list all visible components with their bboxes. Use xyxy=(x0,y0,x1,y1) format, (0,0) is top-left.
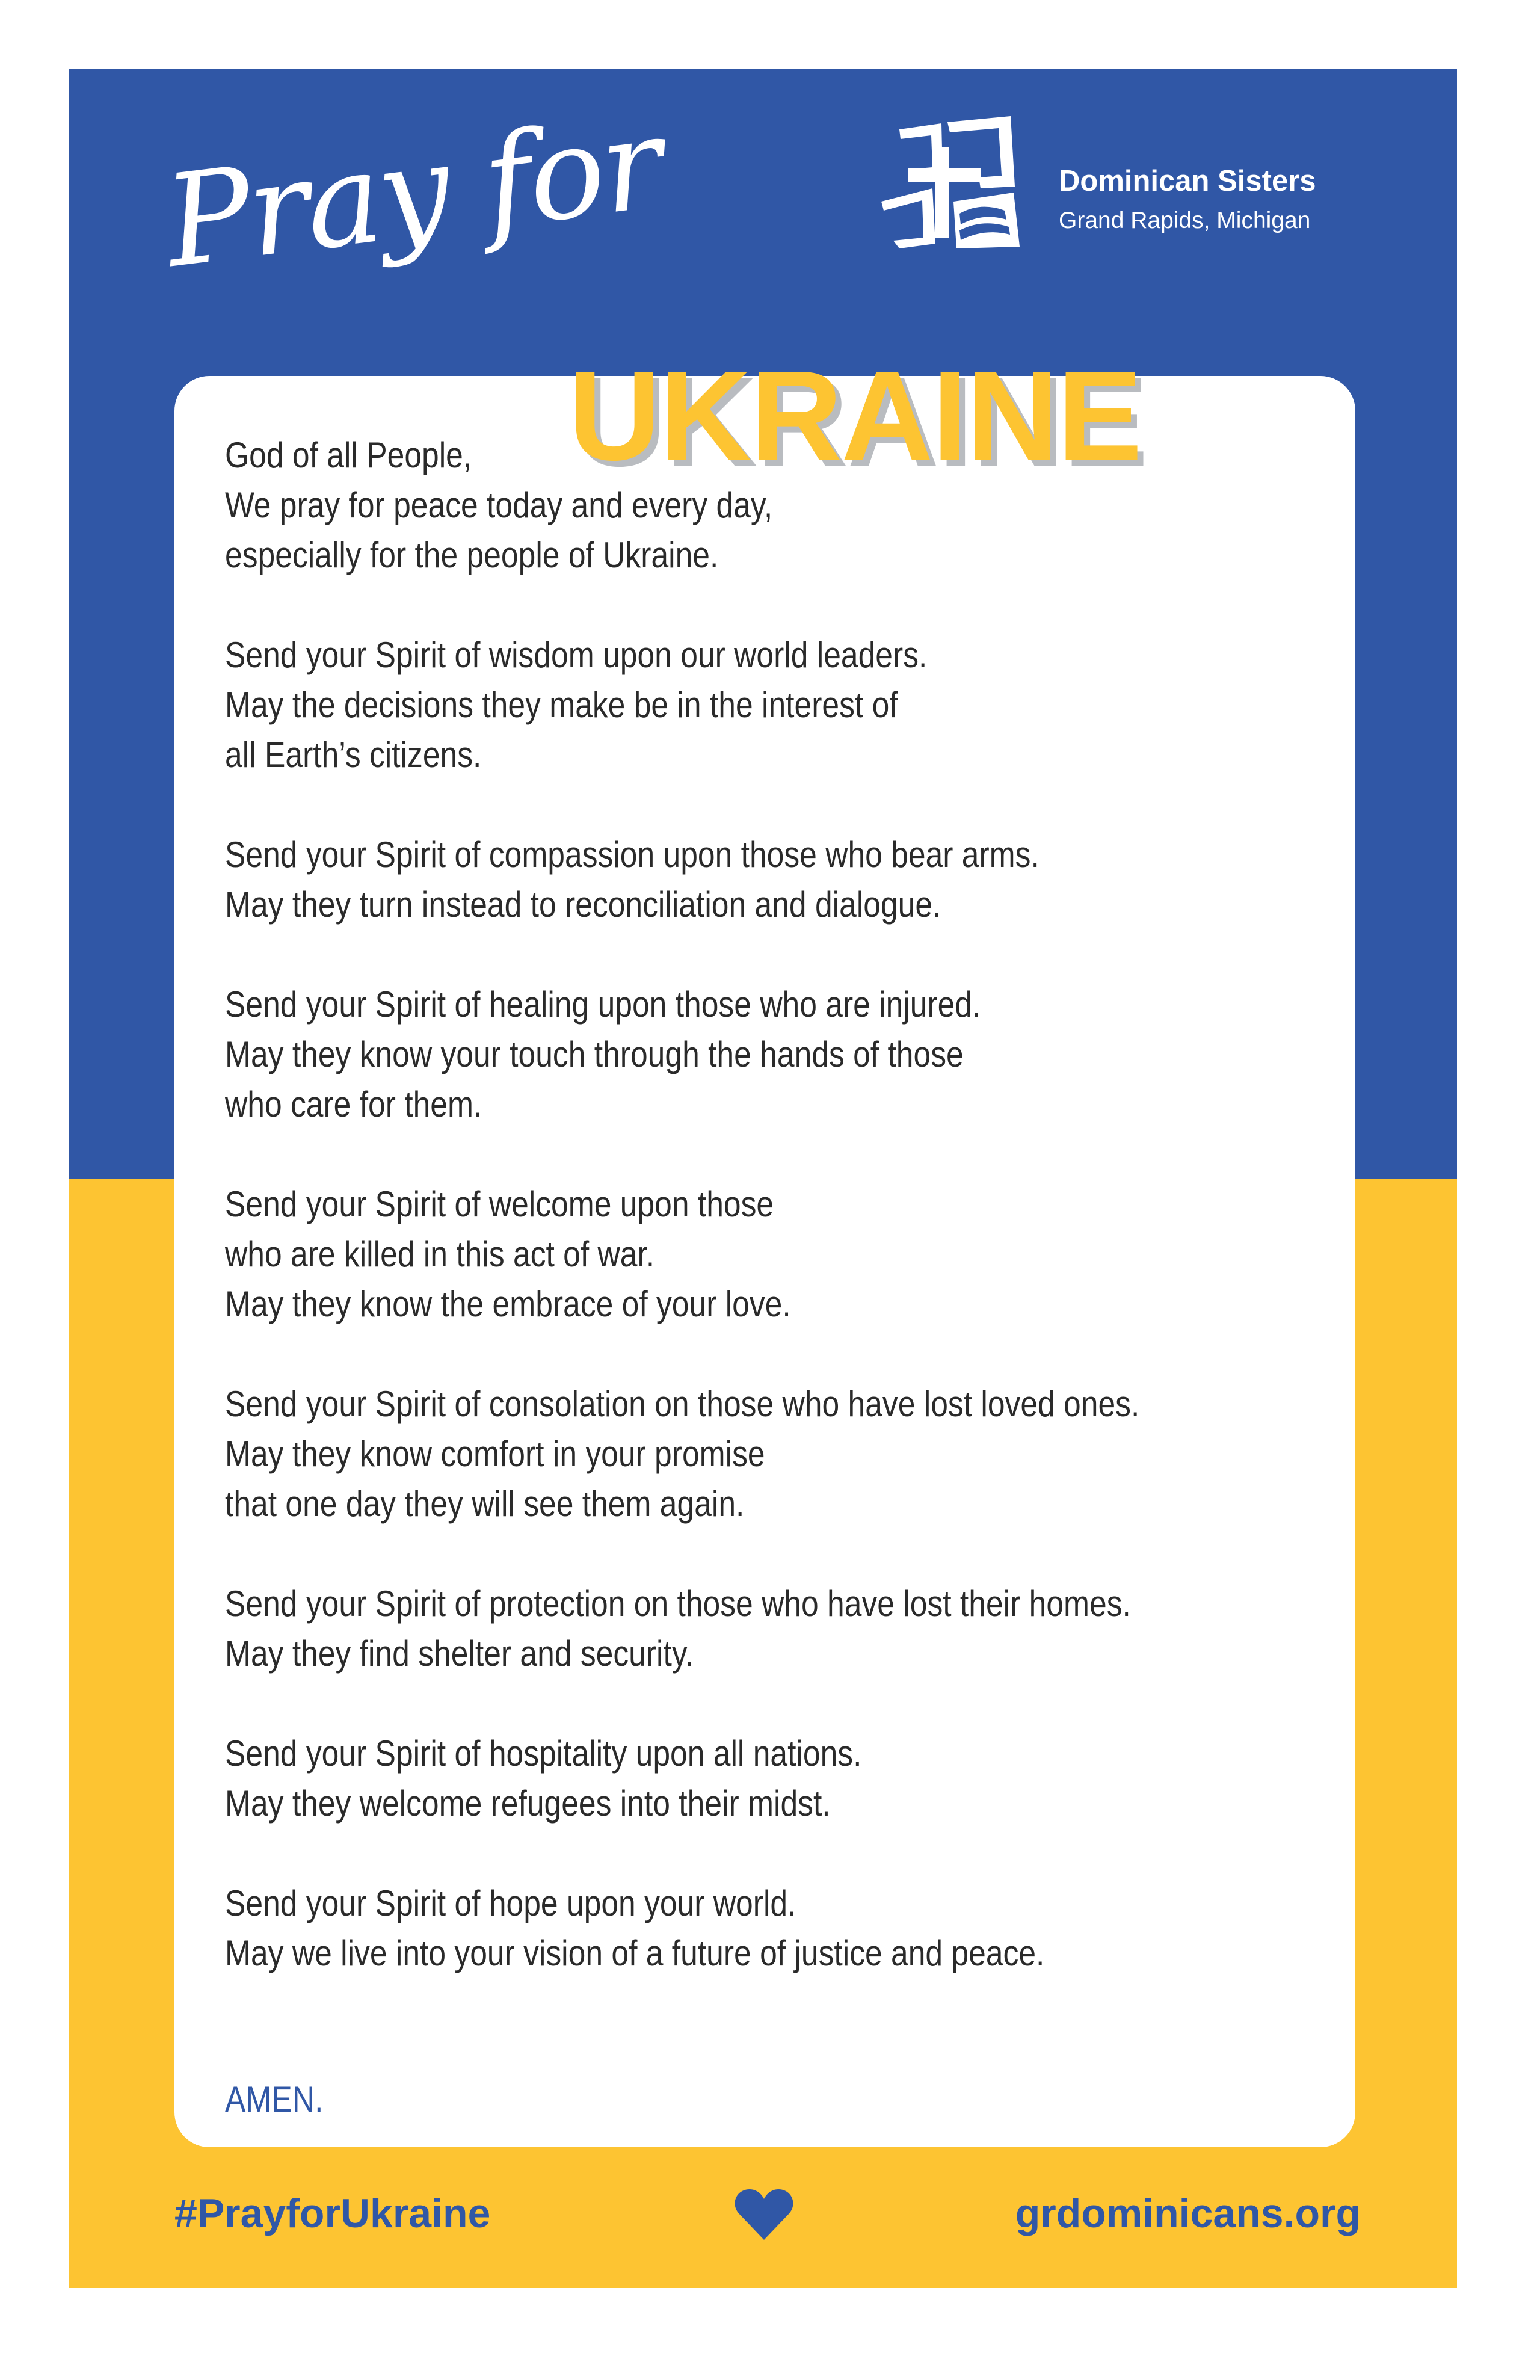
prayer-line: May we live into your vision of a future of justice and peace. xyxy=(225,1933,1045,1973)
prayer-line: Send your Spirit of healing upon those who are injured. xyxy=(225,984,981,1025)
prayer-line: Send your Spirit of consolation on those who have lost loved ones. xyxy=(225,1384,1140,1424)
prayer-line: all Earth’s citizens. xyxy=(225,735,482,775)
prayer-stanza xyxy=(225,1878,1326,1978)
prayer-stanza xyxy=(225,1179,1326,1329)
organization-name: Dominican Sisters xyxy=(1059,165,1316,197)
prayer-amen: AMEN. xyxy=(225,2079,324,2119)
prayer-line: May they know the embrace of your love. xyxy=(225,1284,791,1324)
prayer-line: Send your Spirit of hope upon your world. xyxy=(225,1883,796,1923)
prayer-line: May they know your touch through the hands of those xyxy=(225,1034,964,1074)
title-ukraine: UKRAINE xyxy=(568,344,1141,487)
prayer-line: who are killed in this act of war. xyxy=(225,1234,655,1274)
organization-location: Grand Rapids, Michigan xyxy=(1059,208,1311,233)
organization-logo xyxy=(875,111,1375,250)
prayer-line: May they find shelter and security. xyxy=(225,1633,694,1674)
footer-hashtag: #PrayforUkraine xyxy=(174,2190,491,2236)
prayer-stanza xyxy=(225,979,1326,1129)
prayer-line: Send your Spirit of welcome upon those xyxy=(225,1184,774,1224)
prayer-stanza xyxy=(225,1579,1326,1679)
prayer-line: We pray for peace today and every day, xyxy=(225,485,773,525)
prayer-stanza xyxy=(225,630,1326,780)
prayer-line: especially for the people of Ukraine. xyxy=(225,535,719,575)
prayer-line: Send your Spirit of protection on those who have lost their homes. xyxy=(225,1583,1131,1624)
prayer-stanza xyxy=(225,1379,1326,1529)
prayer-line: May the decisions they make be in the interest of xyxy=(225,685,898,725)
prayer-line: Send your Spirit of compassion upon those who bear arms. xyxy=(225,834,1040,875)
prayer-stanza xyxy=(225,430,1326,580)
prayer-line: Send your Spirit of hospitality upon all nations. xyxy=(225,1733,862,1774)
dominican-cross-logo-icon xyxy=(875,111,1026,250)
prayer-line: May they know comfort in your promise xyxy=(225,1434,765,1474)
prayer-stanza xyxy=(225,1728,1326,1828)
prayer-text xyxy=(225,430,1326,2028)
poster xyxy=(69,69,1457,2288)
prayer-line: who care for them. xyxy=(225,1084,482,1124)
footer-website-link[interactable]: grdominicans.org xyxy=(1015,2190,1361,2236)
title-script: Pray for xyxy=(158,89,668,296)
prayer-line: May they turn instead to reconciliation and dialogue. xyxy=(225,884,941,925)
prayer-stanza xyxy=(225,830,1326,929)
prayer-line: God of all People, xyxy=(225,435,472,475)
prayer-line: that one day they will see them again. xyxy=(225,1484,745,1524)
heart-icon xyxy=(734,2187,794,2241)
prayer-line: Send your Spirit of wisdom upon our world leaders. xyxy=(225,635,928,675)
prayer-line: May they welcome refugees into their midst. xyxy=(225,1783,831,1824)
